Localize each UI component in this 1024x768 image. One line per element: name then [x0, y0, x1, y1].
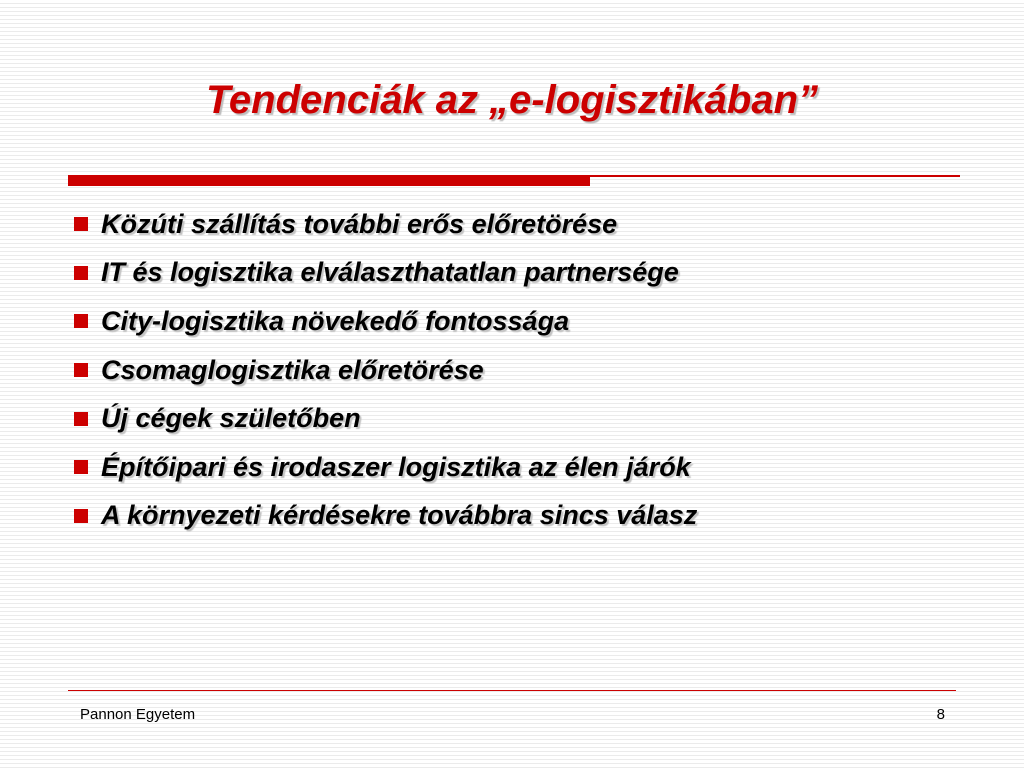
bullet-list	[74, 200, 697, 540]
bullet-text: Csomaglogisztika előretörése	[101, 354, 484, 385]
page-number: 8	[936, 706, 945, 723]
square-bullet-icon	[74, 266, 88, 280]
bullet-item	[74, 443, 697, 492]
square-bullet-icon	[74, 363, 88, 377]
bullet-text: Új cégek születőben	[101, 403, 361, 434]
bullet-text: Építőipari és irodaszer logisztika az élen járók	[101, 451, 691, 482]
slide-title: Tendenciák az „e-logisztikában”	[205, 78, 818, 122]
square-bullet-icon	[74, 217, 88, 231]
square-bullet-icon	[74, 314, 88, 328]
square-bullet-icon	[74, 509, 88, 523]
footer-organization: Pannon Egyetem	[80, 706, 196, 723]
bullet-text: Közúti szállítás további erős előretörése	[101, 208, 618, 239]
bullet-text: IT és logisztika elválaszthatatlan partnersége	[101, 257, 679, 288]
bullet-item	[74, 346, 697, 395]
footer-divider	[68, 690, 956, 691]
bullet-item	[74, 492, 697, 541]
bullet-item	[74, 297, 697, 346]
bullet-text: City-logisztika növekedő fontossága	[101, 305, 570, 336]
square-bullet-icon	[74, 412, 88, 426]
title-underline-thick	[68, 175, 590, 186]
bullet-item	[74, 249, 697, 298]
bullet-item	[74, 200, 697, 249]
square-bullet-icon	[74, 460, 88, 474]
title-underline-thin	[590, 175, 960, 177]
bullet-text: A környezeti kérdésekre továbbra sincs válasz	[101, 500, 698, 531]
bullet-item	[74, 394, 697, 443]
